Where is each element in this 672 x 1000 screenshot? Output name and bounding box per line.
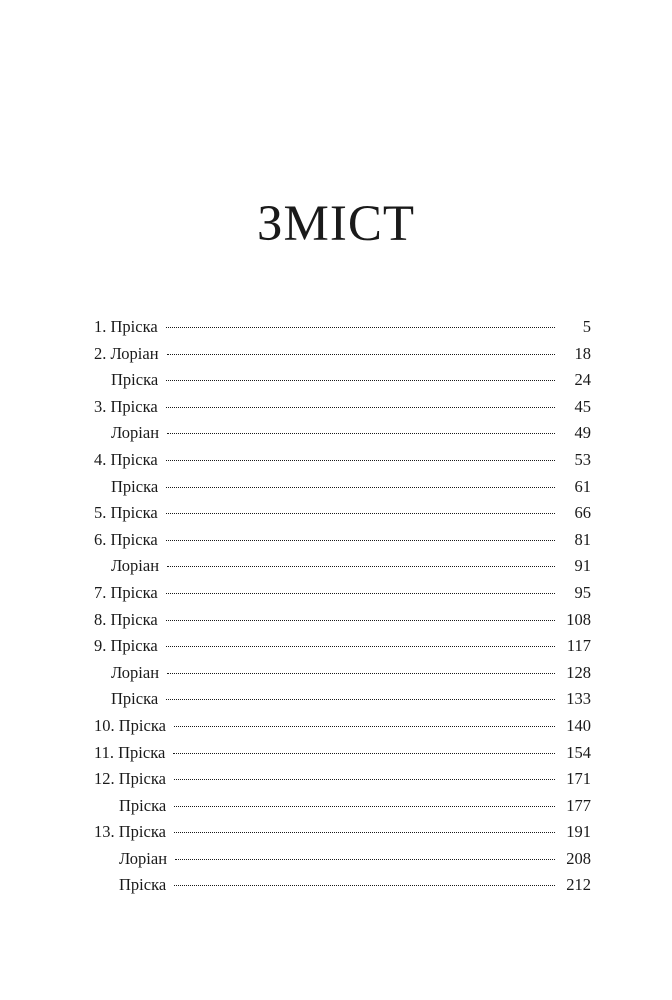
toc-page-number: 212 [566,875,591,895]
toc-page-number: 133 [566,689,591,709]
toc-entry-label: Лоріан [119,848,168,868]
toc-chapter-number: 8. [94,609,107,629]
toc-dot-leader [166,540,555,541]
toc-entry-heading [94,474,158,501]
toc-page-number: 81 [574,529,591,549]
toc-entry-label: Пріска [118,742,166,762]
toc-entry-heading [94,846,167,873]
toc-entry-label: Лоріан [110,343,159,363]
toc-page-number: 95 [574,582,591,602]
toc-page-number: 191 [566,822,591,842]
toc-dot-leader [175,859,555,860]
toc-entry-label: Пріска [118,769,166,789]
toc-chapter-number: 7. [94,582,107,602]
toc-dot-leader [166,460,555,461]
toc-entry [94,766,591,793]
toc-entry-heading [94,819,166,846]
toc-entry [94,341,591,368]
toc-chapter-number: 2. [94,343,107,363]
toc-page-number: 18 [574,343,591,363]
toc-page-number: 5 [582,317,591,336]
toc-page-number: 91 [574,556,591,576]
toc-dot-leader [166,699,555,700]
toc-entry [94,872,591,899]
toc-entry-label: Лоріан [111,556,160,576]
toc-entry [94,607,591,634]
toc-page-number: 171 [566,769,591,789]
toc-entry-heading [94,633,158,660]
toc-entry-heading [94,607,158,634]
toc-entry-heading [94,713,166,740]
toc-dot-leader [174,806,555,807]
toc-entry-label: Пріска [110,396,158,416]
toc-entry-heading [94,447,158,474]
toc-entry [94,447,591,474]
toc-chapter-number: 1. [94,317,107,336]
table-of-contents [94,314,591,899]
toc-page-number: 66 [574,503,591,523]
toc-page-number: 117 [566,636,591,656]
toc-dot-leader [166,593,555,594]
toc-entry-heading [94,341,159,368]
toc-page-number: 177 [566,795,591,815]
toc-entry [94,580,591,607]
toc-chapter-number: 13. [94,822,115,842]
toc-entry [94,420,591,447]
toc-entry-label: Пріска [110,449,158,469]
toc-chapter-number: 6. [94,529,107,549]
toc-dot-leader [166,380,555,381]
toc-entry [94,474,591,501]
toc-chapter-number: 4. [94,449,107,469]
toc-entry [94,553,591,580]
toc-entry [94,793,591,820]
toc-entry-label: Лоріан [111,423,160,443]
toc-entry-heading [94,314,158,341]
toc-entry-label: Пріска [110,582,158,602]
toc-entry [94,633,591,660]
toc-entry-label: Пріска [119,795,167,815]
toc-page-number: 49 [574,423,591,443]
toc-entry [94,394,591,421]
toc-chapter-number: 5. [94,503,107,523]
toc-chapter-number: 3. [94,396,107,416]
toc-page-number: 61 [574,476,591,496]
toc-entry [94,740,591,767]
toc-entry-label: Пріска [111,476,159,496]
toc-entry [94,314,591,341]
toc-entry [94,500,591,527]
toc-entry-heading [94,766,166,793]
toc-dot-leader [167,673,555,674]
toc-entry [94,686,591,713]
toc-dot-leader [166,487,555,488]
toc-dot-leader [174,726,555,727]
toc-entry-label: Пріска [111,689,159,709]
toc-chapter-number: 10. [94,715,115,735]
toc-dot-leader [166,513,555,514]
toc-entry-label: Пріска [110,317,158,336]
toc-entry-label: Пріска [110,636,158,656]
toc-entry-label: Пріска [110,609,158,629]
toc-entry [94,527,591,554]
toc-dot-leader [167,354,555,355]
toc-entry-heading [94,740,165,767]
toc-page-number: 53 [574,449,591,469]
toc-dot-leader [174,832,555,833]
toc-entry-label: Пріска [118,822,166,842]
toc-page-number: 24 [574,370,591,390]
toc-dot-leader [166,646,555,647]
toc-entry [94,713,591,740]
toc-entry [94,846,591,873]
toc-dot-leader [166,620,555,621]
toc-entry-heading [94,367,158,394]
toc-entry-heading [94,686,158,713]
toc-chapter-number: 9. [94,636,107,656]
toc-entry-label: Пріска [118,715,166,735]
toc-page-number: 108 [566,609,591,629]
toc-dot-leader [166,407,555,408]
toc-entry-label: Пріска [111,370,159,390]
toc-entry-label: Лоріан [111,662,160,682]
page-title: ЗМІСТ [256,196,416,252]
toc-chapter-number: 12. [94,769,115,789]
toc-dot-leader [174,885,555,886]
toc-entry-label: Пріска [110,503,158,523]
toc-chapter-number: 11. [94,742,115,762]
toc-entry-heading [94,793,166,820]
toc-dot-leader [167,433,555,434]
toc-entry-heading [94,527,158,554]
toc-page-number: 154 [566,742,591,762]
toc-dot-leader [173,753,555,754]
toc-entry-heading [94,660,159,687]
toc-page-number: 128 [566,662,591,682]
toc-entry [94,660,591,687]
toc-entry-label: Пріска [110,529,158,549]
toc-entry-heading [94,580,158,607]
toc-page-number: 45 [574,396,591,416]
toc-entry-heading [94,420,159,447]
toc-page-number: 208 [566,848,591,868]
toc-entry [94,819,591,846]
toc-entry-heading [94,553,159,580]
toc-page-number: 140 [566,715,591,735]
toc-dot-leader [166,327,555,328]
toc-dot-leader [174,779,555,780]
toc-dot-leader [167,566,555,567]
toc-entry [94,367,591,394]
toc-entry-heading [94,872,166,899]
toc-entry-label: Пріска [119,875,167,895]
toc-entry-heading [94,500,158,527]
toc-entry-heading [94,394,158,421]
